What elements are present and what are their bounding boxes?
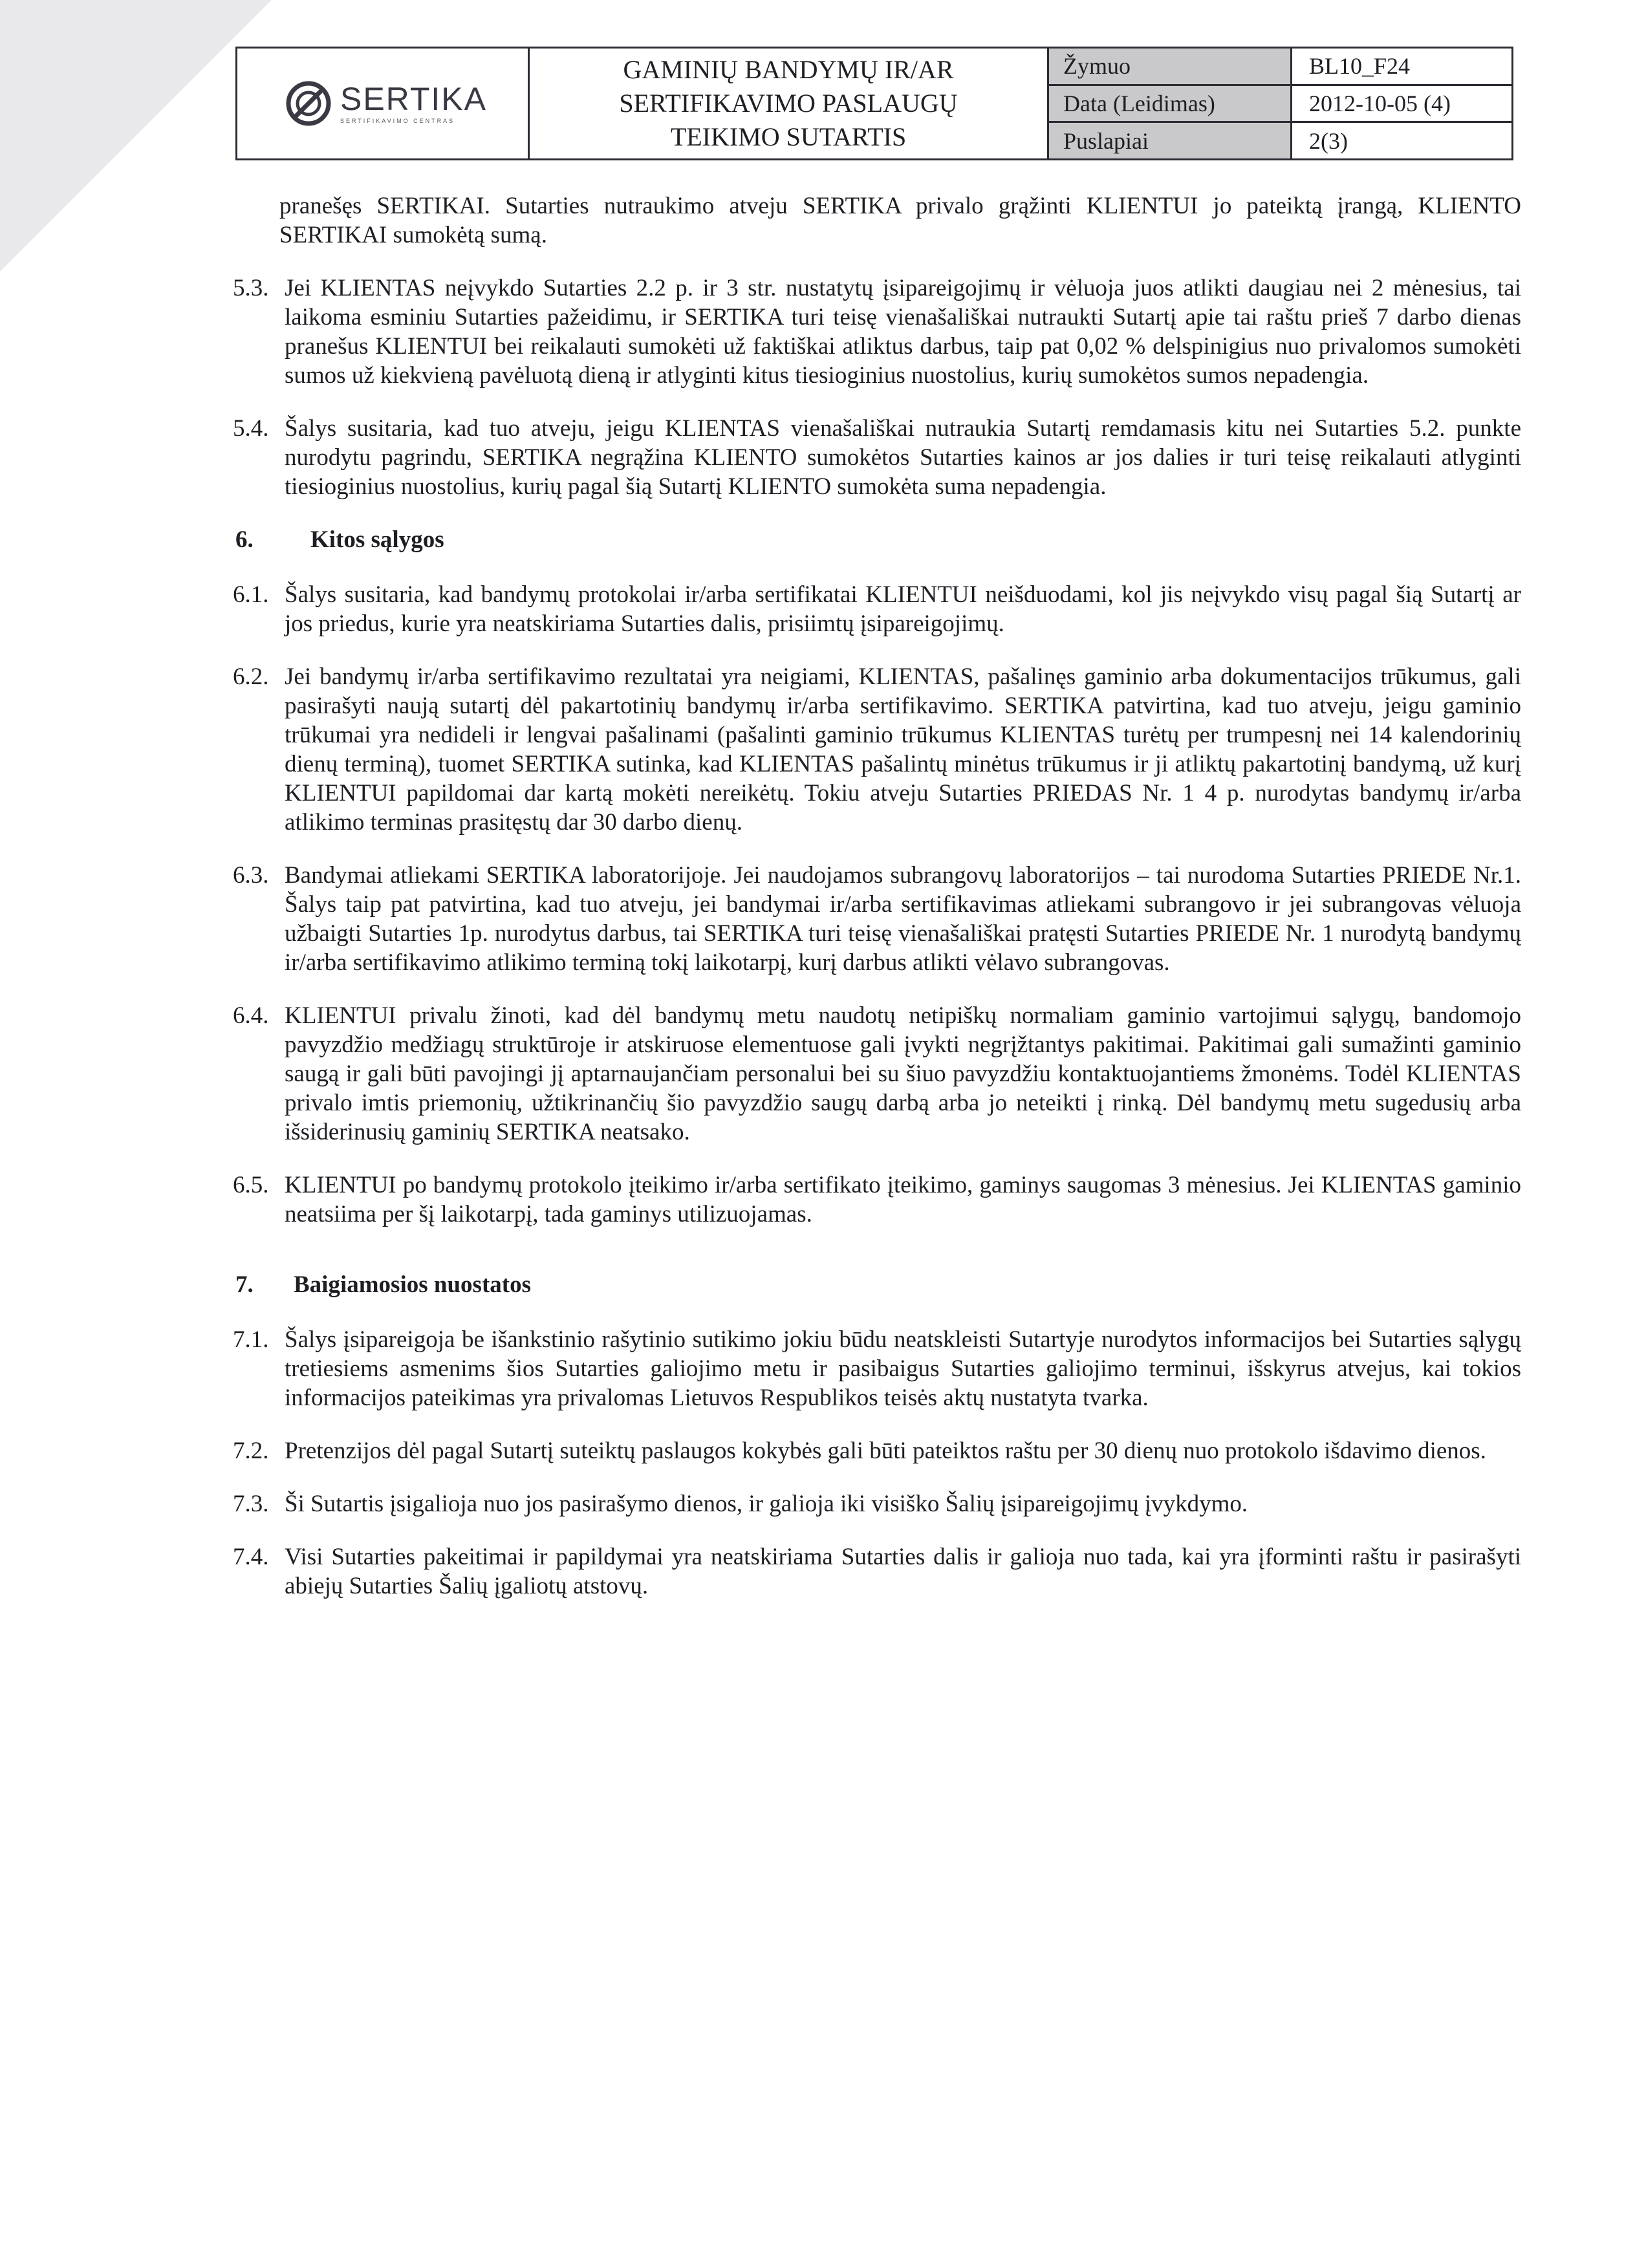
title-line: TEIKIMO SUTARTIS [670, 122, 907, 151]
meta-value: BL10_F24 [1309, 53, 1411, 80]
clause-number: 7.2. [233, 1438, 269, 1464]
clause-number: 7.3. [233, 1491, 269, 1517]
section-number: 7. [235, 1271, 254, 1298]
document-title [530, 49, 1049, 158]
sertika-logo [285, 80, 487, 127]
clause-text: KLIENTUI privalu žinoti, kad dėl bandymų metu naudotų netipiškų normaliam gaminio vartojimui sąlygų, bandomojo pavyzdžio medžiagų struktūroje ir atskiruose elementuose gali įvykti negrįžtantys pakitimai. Pakitimai gali sumažinti gaminio saugą ir gali būti pavojingi jį aptarnaujančiam personalui bei su šiuo pavyzdžiu kontaktuojantiems žmonėms. Todėl KLIENTAS privalo imtis priemonių, užtikrinančių šio pavyzdžio saugų darbą arba jo neteikti į rinką. Dėl bandymų metu sugedusių arba išsiderinusių gaminių SERTIKA neatsako. [285, 1002, 1521, 1145]
clause-number: 6.2. [233, 664, 269, 690]
clause-number: 7.1. [233, 1326, 269, 1353]
clause-text: Pretenzijos dėl pagal Sutartį suteiktų paslaugos kokybės gali būti pateiktos raštu per 30 dienų nuo protokolo išdavimo dienos. [285, 1438, 1486, 1464]
meta-row-code [1049, 49, 1511, 86]
clause-text: Jei bandymų ir/arba sertifikavimo rezultatai yra neigiami, KLIENTAS, pašalinęs gaminio arba dokumentacijos trūkumus, gali pasirašyti naują sutartį dėl pakartotinių bandymų ir/arba sertifikavimo. SERTIKA patvirtina, kad tuo atveju, jeigu gaminio trūkumai yra nedideli ir lengvai pašalinami (pašalinti gaminio trūkumus KLIENTAS turėtų per trumpesnį nei 14 kalendorinių dienų terminą), tuomet SERTIKA sutinka, kad KLIENTAS pašalintų minėtus trūkumus ir ji atliktų pakartotinį bandymą, už kurį KLIENTUI papildomai dar kartą mokėti nereikėtų. Tokiu atveju Sutarties PRIEDAS Nr. 1 4 p. nurodytas bandymų ir/arba atlikimo terminas prasitęstų dar 30 darbo dienų. [285, 664, 1521, 836]
clause-6-2 [233, 662, 1521, 837]
clause-6-3 [233, 861, 1521, 977]
meta-row-date [1049, 86, 1511, 124]
clause-number: 6.3. [233, 862, 269, 889]
clause-6-5 [233, 1171, 1521, 1229]
clause-number: 6.1. [233, 581, 269, 608]
clause-text: Ši Sutartis įsigalioja nuo jos pasirašymo dienos, ir galioja iki visiško Šalių įsipareigojimų įvykdymo. [285, 1491, 1248, 1517]
clause-number: 5.3. [233, 275, 269, 301]
logo-mark-icon [285, 80, 332, 127]
clause-text: Bandymai atliekami SERTIKA laboratorijoje. Jei naudojamos subrangovų laboratorijos – tai nurodoma Sutarties PRIEDE Nr.1. Šalys taip pat patvirtina, kad tuo atveju, jei bandymai ir/arba sertifikavimas atliekami subrangovo ir jei subrangovas vėluoja užbaigti Sutarties 1p. nurodytus darbus, tai SERTIKA turi teisę vienašališkai pratęsti Sutarties PRIEDE Nr. 1 nurodytą bandymų ir/arba sertifikavimo atlikimo terminą tokį laikotarpį, kurį darbus atlikti vėlavo subrangovas. [285, 862, 1521, 976]
section-title: Baigiamosios nuostatos [294, 1271, 531, 1298]
logo-wordmark: SERTIKA [340, 81, 488, 117]
section-6-heading [233, 525, 1521, 554]
clause-6-1 [233, 580, 1521, 638]
meta-label: Data (Leidimas) [1049, 86, 1292, 122]
title-line: GAMINIŲ BANDYMŲ IR/AR [623, 55, 954, 84]
clause-text: Šalys susitaria, kad tuo atveju, jeigu KLIENTAS vienašališkai nutraukia Sutartį remdamasis kitu nei Sutarties 5.2. punkte nurodytu pagrindu, SERTIKA negrąžina KLIENTO sumokėtos Sutarties kainos ar jos dalies ir turi teisę reikalauti atlyginti tiesioginius nuostolius, kurių pagal šią Sutartį KLIENTO sumokėta suma nepadengia. [285, 415, 1521, 500]
logo-cell [237, 49, 530, 158]
clause-text: Visi Sutarties pakeitimai ir papildymai yra neatskiriama Sutarties dalis ir galioja nuo tada, kai yra įforminti raštu ir pasirašyti abiejų Sutarties Šalių įgaliotų atstovų. [285, 1544, 1521, 1599]
clause-text: KLIENTUI po bandymų protokolo įteikimo ir/arba sertifikato įteikimo, gaminys saugomas 3 mėnesius. Jei KLIENTAS gaminio neatsiima per šį laikotarpį, tada gaminys utilizuojamas. [285, 1172, 1521, 1227]
intro-paragraph: pranešęs SERTIKAI. Sutarties nutraukimo atveju SERTIKA privalo grąžinti KLIENTUI jo pateiktą įrangą, KLIENTO SERTIKAI sumokėtą sumą. [279, 193, 1521, 248]
meta-value: 2(3) [1309, 127, 1348, 154]
clause-text: Šalys įsipareigoja be išankstinio rašytinio sutikimo jokiu būdu neatskleisti Sutartyje nurodytos informacijos bei Sutarties sąlygų tretiesiems asmenims šios Sutarties galiojimo metu ir pasibaigus Sutarties galiojimo terminui, išskyrus atvejus, kai tokios informacijos pateikimas yra privalomas Lietuvos Respublikos teisės aktų nustatyta tvarka. [285, 1326, 1521, 1411]
meta-label: Žymuo [1049, 49, 1292, 84]
clause-number: 6.5. [233, 1172, 269, 1198]
clause-text: Šalys susitaria, kad bandymų protokolai ir/arba sertifikatai KLIENTUI neišduodami, kol jis neįvykdo visų pagal šią Sutartį ar jos priedus, kurie yra neatskiriama Sutarties dalis, prisiimtų įsipareigojimų. [285, 581, 1521, 637]
document-body [233, 191, 1521, 1625]
meta-label: Puslapiai [1049, 123, 1292, 158]
clause-number: 7.4. [233, 1544, 269, 1570]
clause-7-2 [233, 1436, 1521, 1465]
clause-5-3 [233, 274, 1521, 390]
section-number: 6. [235, 526, 254, 553]
section-7-heading [233, 1270, 1521, 1299]
meta-value: 2012-10-05 (4) [1309, 91, 1451, 116]
clause-7-3 [233, 1489, 1521, 1518]
document-header [235, 47, 1513, 160]
clause-number: 5.4. [233, 415, 269, 442]
meta-row-pages [1049, 123, 1511, 158]
clause-number: 6.4. [233, 1002, 269, 1029]
page-corner-fold [0, 0, 272, 272]
logo-subtitle: SERTIFIKAVIMO CENTRAS [340, 118, 455, 124]
title-line: SERTIFIKAVIMO PASLAUGŲ [619, 89, 958, 118]
clause-7-1 [233, 1325, 1521, 1412]
document-meta-table [1049, 49, 1511, 158]
section-title: Kitos sąlygos [310, 526, 444, 553]
clause-5-4 [233, 414, 1521, 501]
clause-6-4 [233, 1001, 1521, 1147]
clause-7-4 [233, 1542, 1521, 1601]
clause-text: Jei KLIENTAS neįvykdo Sutarties 2.2 p. ir 3 str. nustatytų įsipareigojimų ir vėluoja juos atlikti daugiau nei 2 mėnesius, tai laikoma esminiu Sutarties pažeidimu, ir SERTIKA turi teisę vienašališkai nutraukti Sutartį apie tai raštu prieš 7 darbo dienas pranešus KLIENTUI bei reikalauti sumokėti už faktiškai atliktus darbus, taip pat 0,02 % delspinigius nuo privalomos sumokėti sumos už kiekvieną pavėluotą dieną ir atlyginti kitus tiesioginius nuostolius, kurių sumokėtos sumos nepadengia. [285, 275, 1521, 389]
